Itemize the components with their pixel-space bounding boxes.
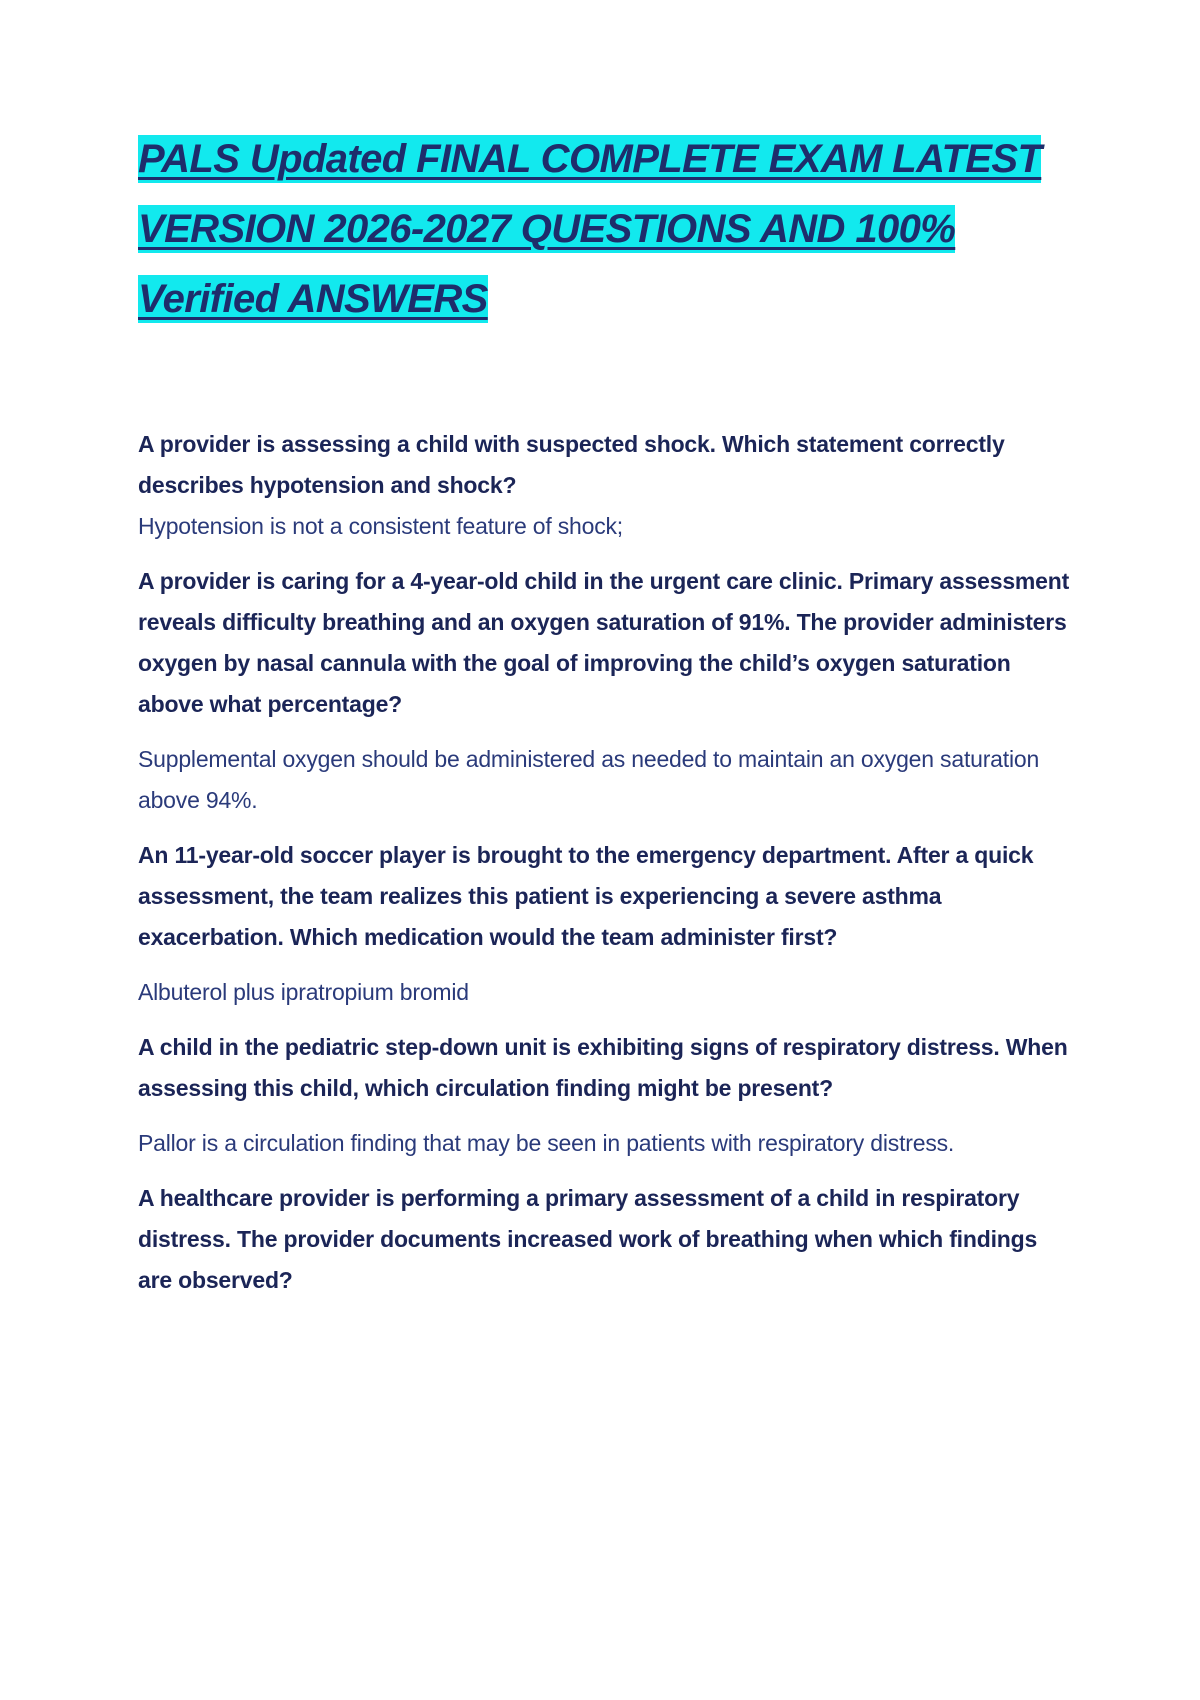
qa-item-1 <box>138 424 1074 547</box>
qa-item-2 <box>138 561 1074 821</box>
question-2: A provider is caring for a 4-year-old child in the urgent care clinic. Primary assessment reveals difficulty breathing and an oxygen saturation of 91%. The provider administers oxygen by nasal cannula with the goal of improving the child’s oxygen saturation above what percentage? <box>138 568 1070 717</box>
qa-item-3 <box>138 835 1074 1013</box>
title-line-1: PALS Updated FINAL COMPLETE EXAM LATEST <box>138 137 1042 181</box>
answer-4: Pallor is a circulation finding that may be seen in patients with respiratory distress. <box>138 1130 955 1156</box>
question-5: A healthcare provider is performing a primary assessment of a child in respiratory distress. The provider documents increased work of breathing when which findings are observed? <box>138 1185 1038 1293</box>
document-title <box>138 124 1074 334</box>
answer-3: Albuterol plus ipratropium bromid <box>138 979 469 1005</box>
answer-2: Supplemental oxygen should be administered as needed to maintain an oxygen saturation above 94%. <box>138 746 1040 813</box>
question-3: An 11-year-old soccer player is brought to the emergency department. After a quick assessment, the team realizes this patient is experiencing a severe asthma exacerbation. Which medication would the team administer first? <box>138 842 1034 950</box>
title-line-3: Verified ANSWERS <box>138 277 488 321</box>
title-line-2: VERSION 2026-2027 QUESTIONS AND 100% <box>138 207 956 251</box>
qa-item-5 <box>138 1178 1074 1301</box>
question-1: A provider is assessing a child with suspected shock. Which statement correctly describes hypotension and shock? <box>138 431 1005 498</box>
question-4: A child in the pediatric step-down unit is exhibiting signs of respiratory distress. When assessing this child, which circulation finding might be present? <box>138 1034 1068 1101</box>
qa-item-4 <box>138 1027 1074 1164</box>
document-page <box>138 124 1074 1301</box>
answer-1: Hypotension is not a consistent feature of shock; <box>138 513 623 539</box>
